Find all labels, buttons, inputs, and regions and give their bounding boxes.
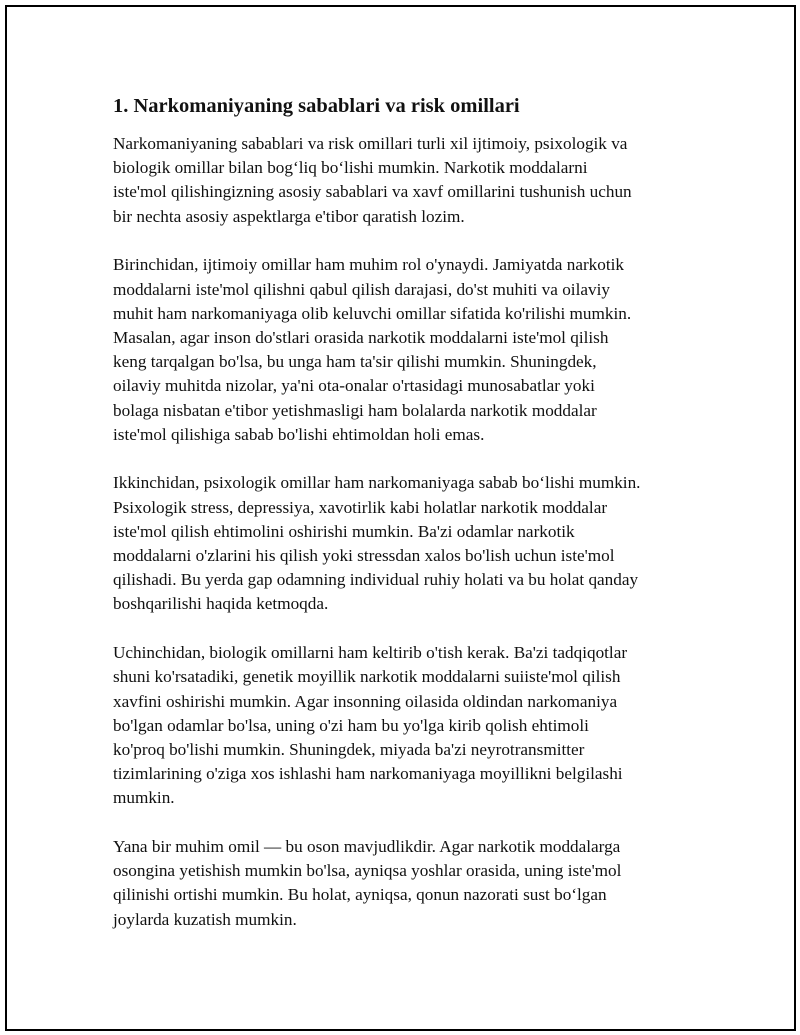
text-line: moddalarni o'zlarini his qilish yoki stressdan xalos bo'lish uchun iste'mol [113,546,615,566]
text-line: Uchinchidan, biologik omillarni ham keltirib o'tish kerak. Ba'zi tadqiqotlar [113,643,628,663]
text-line: Narkomaniyaning sabablari va risk omillari turli xil ijtimoiy, psixologik va [113,134,628,153]
text-line: bolaga nisbatan e'tibor yetishmasligi ham bolalarda narkotik moddalar [113,400,597,420]
text-line: qilinishi ortishi mumkin. Bu holat, ayniqsa, qonun nazorati sust bo‘lgan [113,885,607,905]
text-line: muhit ham narkomaniyaga olib keluvchi omillar sifatida ko'rilishi mumkin. [113,303,632,323]
paragraph-intro [113,132,703,229]
document-body [113,93,703,956]
text-line: bir nechta asosiy aspektlarga e'tibor qaratish lozim. [113,206,465,226]
paragraph-psychological-factors [113,471,703,616]
text-line: ko'proq bo'lishi mumkin. Shuningdek, miyada ba'zi neyrotransmitter [113,739,585,759]
text-line: boshqarilishi haqida ketmoqda. [113,594,329,614]
text-line: iste'mol qilishingizning asosiy sabablari va xavf omillarini tushunish uchun [113,182,632,202]
paragraph-biological-factors [113,641,703,810]
text-line: joylarda kuzatish mumkin. [113,909,297,929]
text-line: Ikkinchidan, psixologik omillar ham narkomaniyaga sabab bo‘lishi mumkin. [113,473,641,493]
text-line: mumkin. [113,788,175,808]
paragraph-social-factors [113,253,703,447]
text-line: xavfini oshirishi mumkin. Agar insonning oilasida oldindan narkomaniya [113,691,618,711]
section-heading: 1. Narkomaniyaning sabablari va risk omillari [113,95,520,117]
text-line: qilishadi. Bu yerda gap odamning individual ruhiy holati va bu holat qanday [113,570,639,590]
paragraph-availability [113,835,703,932]
text-line: osongina yetishish mumkin bo'lsa, ayniqsa yoshlar orasida, uning iste'mol [113,861,622,881]
text-line: moddalarni iste'mol qilishni qabul qilish darajasi, do'st muhiti va oilaviy [113,279,610,299]
text-line: iste'mol qilishiga sabab bo'lishi ehtimoldan holi emas. [113,424,485,444]
text-line: oilaviy muhitda nizolar, ya'ni ota-onalar o'rtasidagi munosabatlar yoki [113,376,595,396]
text-line: bo'lgan odamlar bo'lsa, uning o'zi ham bu yo'lga kirib qolish ehtimoli [113,715,589,735]
text-line: tizimlarining o'ziga xos ishlashi ham narkomaniyaga moyillikni belgilashi [113,764,623,784]
text-line: Yana bir muhim omil — bu oson mavjudlikdir. Agar narkotik moddalarga [113,837,621,857]
text-line: Masalan, agar inson do'stlari orasida narkotik moddalarni iste'mol qilish [113,327,609,347]
text-line: iste'mol qilish ehtimolini oshirishi mumkin. Ba'zi odamlar narkotik [113,521,575,541]
text-line: keng tarqalgan bo'lsa, bu unga ham ta'sir qilishi mumkin. Shuningdek, [113,352,597,372]
text-line: shuni ko'rsatadiki, genetik moyillik narkotik moddalarni suiiste'mol qilish [113,667,621,687]
text-line: biologik omillar bilan bog‘liq bo‘lishi mumkin. Narkotik moddalarni [113,158,588,178]
text-line: Birinchidan, ijtimoiy omillar ham muhim rol o'ynaydi. Jamiyatda narkotik [113,255,625,275]
text-line: Psixologik stress, depressiya, xavotirlik kabi holatlar narkotik moddalar [113,497,608,517]
